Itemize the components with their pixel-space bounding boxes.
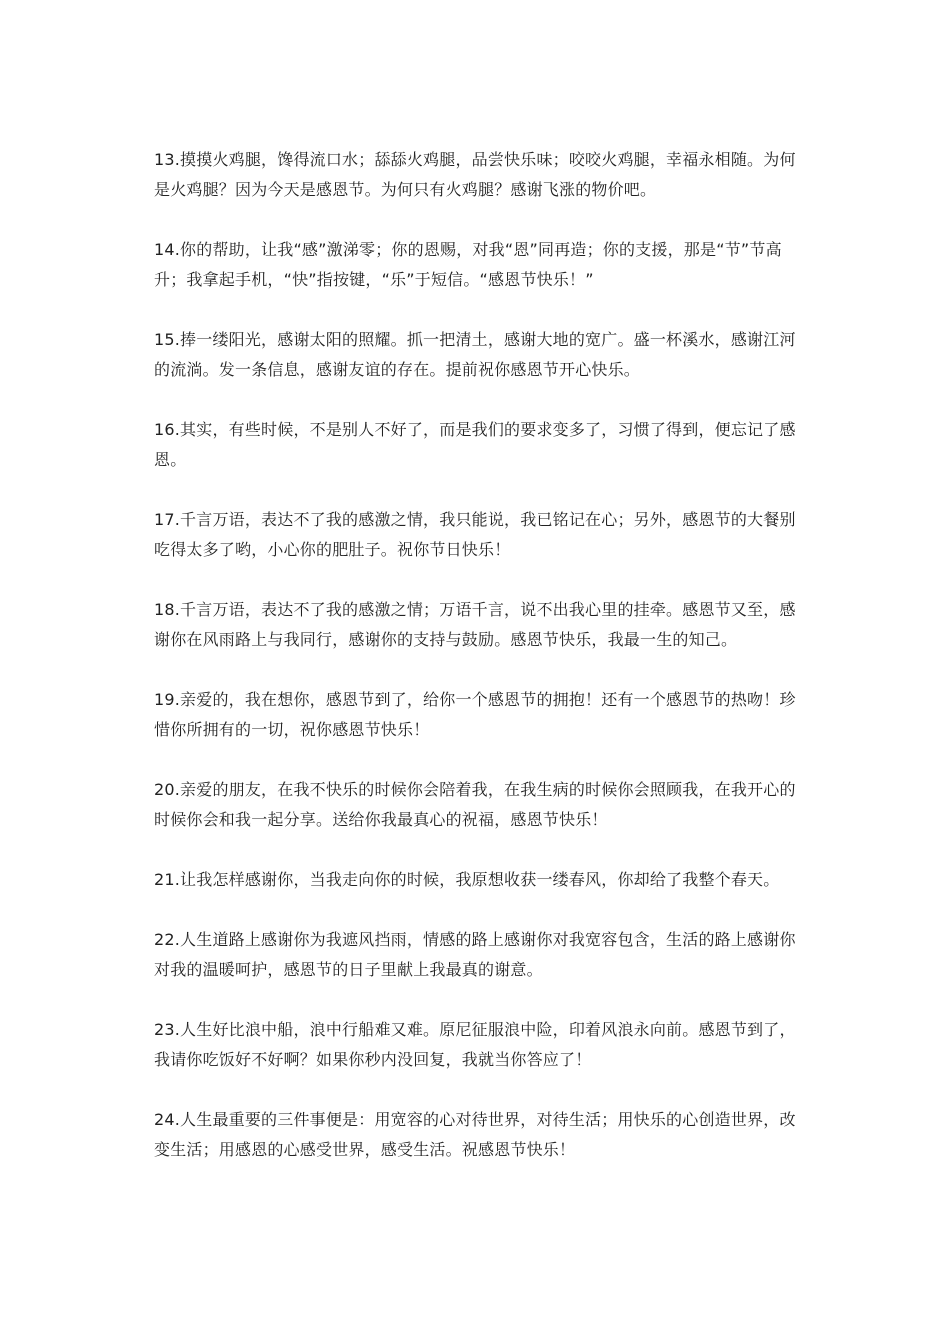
paragraph-23: 23.人生好比浪中船，浪中行船难又难。原尼征服浪中险，印着风浪永向前。感恩节到了，我请你吃饭好不好啊？如果你秒内没回复，我就当你答应了！: [154, 1020, 796, 1069]
paragraph-24: 24.人生最重要的三件事便是：用宽容的心对待世界，对待生活；用快乐的心创造世界，改变生活；用感恩的心感受世界，感受生活。祝感恩节快乐！: [154, 1110, 796, 1159]
paragraph-19: 19.亲爱的，我在想你，感恩节到了，给你一个感恩节的拥抱！还有一个感恩节的热吻！珍惜你所拥有的一切，祝你感恩节快乐！: [154, 690, 796, 739]
paragraph-15: 15.捧一缕阳光，感谢太阳的照耀。抓一把清土，感谢大地的宽广。盛一杯溪水，感谢江河的流淌。发一条信息，感谢友谊的存在。提前祝你感恩节开心快乐。: [154, 330, 796, 379]
paragraph-22: 22.人生道路上感谢你为我遮风挡雨，情感的路上感谢你对我宽容包含，生活的路上感谢你对我的温暖呵护，感恩节的日子里献上我最真的谢意。: [154, 930, 796, 979]
paragraph-13: 13.摸摸火鸡腿，馋得流口水；舔舔火鸡腿，品尝快乐味；咬咬火鸡腿，幸福永相随。为何是火鸡腿？因为今天是感恩节。为何只有火鸡腿？感谢飞涨的物价吧。: [154, 150, 796, 199]
paragraph-20: 20.亲爱的朋友，在我不快乐的时候你会陪着我，在我生病的时候你会照顾我，在我开心的时候你会和我一起分享。送给你我最真心的祝福，感恩节快乐！: [154, 780, 796, 829]
paragraph-16: 16.其实，有些时候，不是别人不好了，而是我们的要求变多了，习惯了得到，便忘记了感恩。: [154, 420, 796, 469]
paragraph-14: 14.你的帮助，让我“感”激涕零；你的恩赐，对我“恩”同再造；你的支援，那是“节”节高升；我拿起手机，“快”指按键，“乐”于短信。“感恩节快乐！”: [154, 240, 782, 289]
paragraph-18: 18.千言万语，表达不了我的感激之情；万语千言，说不出我心里的挂牵。感恩节又至，感谢你在风雨路上与我同行，感谢你的支持与鼓励。感恩节快乐，我最一生的知己。: [154, 600, 796, 649]
paragraph-21: 21.让我怎样感谢你，当我走向你的时候，我原想收获一缕春风，你却给了我整个春天。: [154, 870, 780, 889]
document-body: [154, 145, 804, 1195]
paragraph-17: 17.千言万语，表达不了我的感激之情，我只能说，我已铭记在心；另外，感恩节的大餐别吃得太多了哟，小心你的肥肚子。祝你节日快乐！: [154, 510, 796, 559]
